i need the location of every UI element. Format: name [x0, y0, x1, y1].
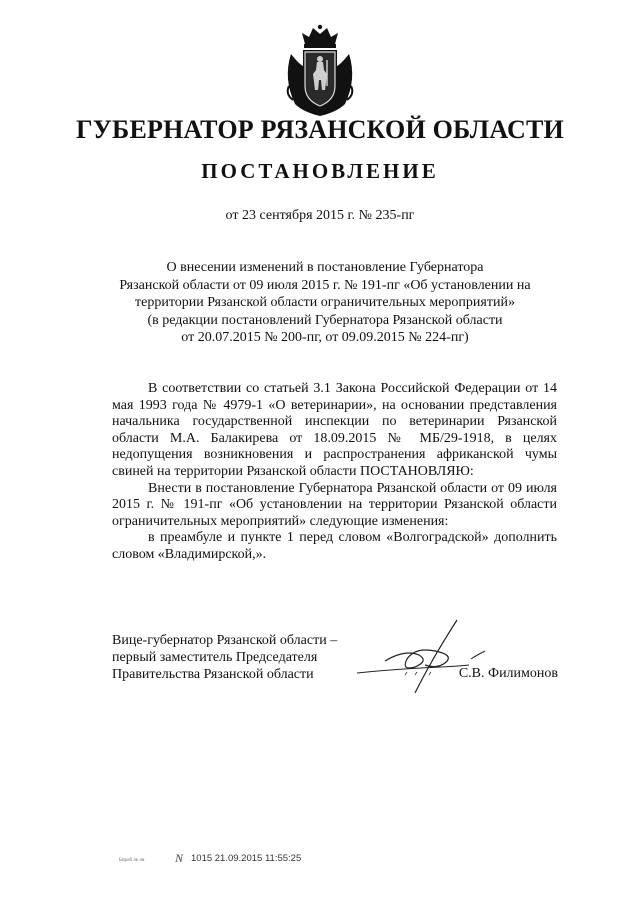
ryazan-coat-of-arms-icon [281, 24, 359, 118]
registration-stamp: 1015 21.09.2015 11:55:25 [191, 853, 302, 864]
document-body [112, 381, 557, 564]
handwritten-signature [345, 615, 490, 695]
footer-mark: N [175, 851, 184, 865]
subject-line: (в редакции постановлений Губернатора Рязанской области [147, 312, 503, 328]
subject-line: от 20.07.2015 № 200-пг, от 09.09.2015 № 224-пг) [181, 330, 469, 346]
body-paragraph: в преамбуле и пункте 1 перед словом «Волгоградской» дополнить словом «Владимирской,». [112, 530, 557, 562]
signatory-position [112, 632, 337, 683]
position-line: первый заместитель Председателя [112, 650, 318, 665]
body-paragraph: В соответствии со статьей 3.1 Закона Российской Федерации от 14 мая 1993 года № 4979-1 «О ветеринарии», на основании представления начальника государственной инспекции по ветеринарии Рязанской области М.А. Балакирева от 18.09.2015 № МБ/29-1918, в целях недопущения возникновения и распространения африканской чумы свиней на территории Рязанской области ПОСТАНОВЛЯЮ: [112, 381, 557, 479]
position-line: Вице-губернатор Рязанской области – [112, 633, 338, 648]
subject-line: Рязанской области от 09 июля 2015 г. № 191-пг «Об установлении на [119, 277, 531, 293]
footer-tiny-text: Бпрлб ле ли [119, 858, 145, 863]
subject-line: территории Рязанской области ограничительных мероприятий» [135, 295, 515, 311]
document-date-number: от 23 сентября 2015 г. № 235-пг [225, 208, 415, 223]
subject-line: О внесении изменений в постановление Губернатора [166, 260, 484, 275]
organization-title: ГУБЕРНАТОР РЯЗАНСКОЙ ОБЛАСТИ [76, 115, 564, 144]
body-paragraph: Внести в постановление Губернатора Рязанской области от 09 июля 2015 г. № 191-пг «Об установлении на территории Рязанской области ограничительных мероприятий» следующие изменения: [112, 480, 557, 529]
document-subject [100, 259, 550, 347]
position-line: Правительства Рязанской области [112, 667, 314, 682]
document-type: ПОСТАНОВЛЕНИЕ [201, 159, 439, 183]
signatory-name: С.В. Филимонов [458, 666, 558, 681]
